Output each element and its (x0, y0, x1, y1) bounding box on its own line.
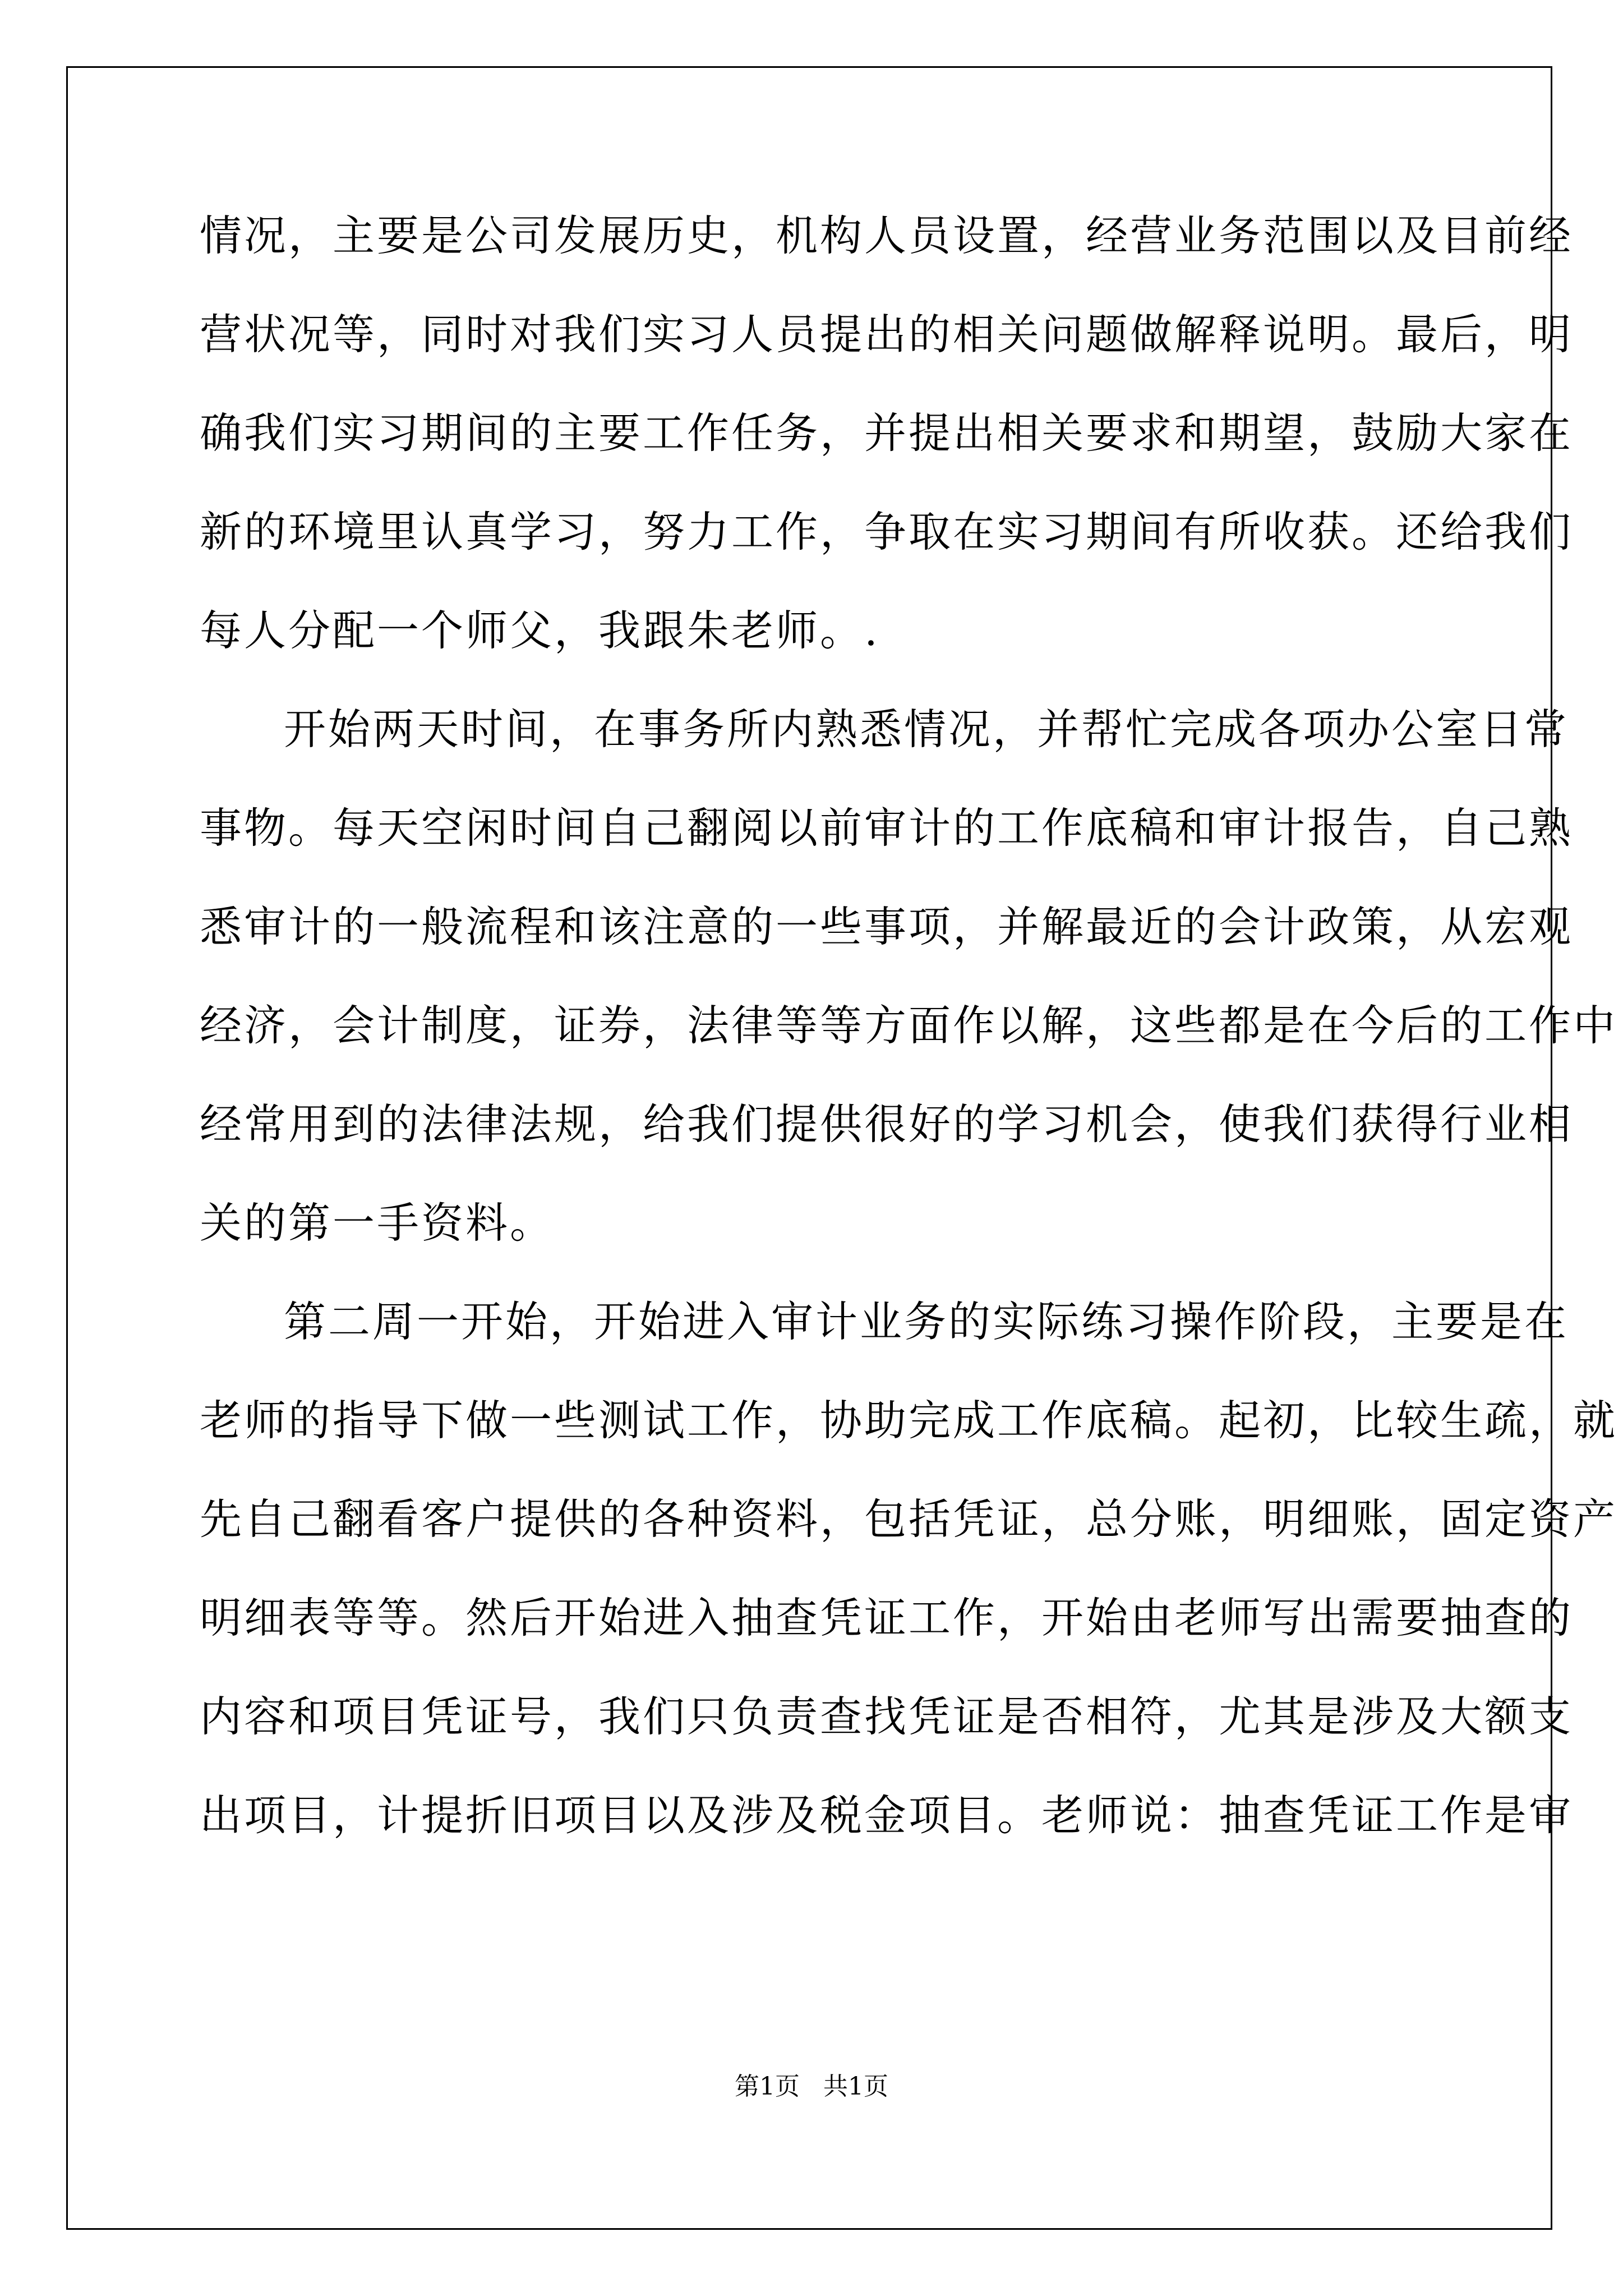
text-line: 新的环境里认真学习，努力工作，争取在实习期间有所收获。还给我们 (200, 507, 1574, 556)
text-line: 悉审计的一般流程和该注意的一些事项，并解最近的会计政策，从宏观 (200, 902, 1574, 951)
text-line: 明细表等等。然后开始进入抽查凭证工作，开始由老师写出需要抽查的 (200, 1593, 1574, 1642)
text-line: 先自己翻看客户提供的各种资料，包括凭证，总分账，明细账，固定资产 (200, 1494, 1618, 1544)
text-line: 经济，会计制度，证券，法律等等方面作以解，这些都是在今后的工作中 (200, 1001, 1618, 1050)
paragraph-start-line: 开始两天时间，在事务所内熟悉情况，并帮忙完成各项办公室日常 (284, 705, 1569, 754)
text-line: 关的第一手资料。 (200, 1198, 555, 1248)
text-line: 经常用到的法律法规，给我们提供很好的学习机会，使我们获得行业相 (200, 1099, 1574, 1149)
paragraph-start-line: 第二周一开始，开始进入审计业务的实际练习操作阶段，主要是在 (284, 1297, 1569, 1346)
text-line: 确我们实习期间的主要工作任务，并提出相关要求和期望，鼓励大家在 (200, 408, 1574, 458)
text-line: 内容和项目凭证号，我们只负责查找凭证是否相符，尤其是涉及大额支 (200, 1692, 1574, 1741)
page-footer: 第1页 共1页 (735, 2072, 888, 2101)
text-line: 事物。每天空闲时间自己翻阅以前审计的工作底稿和审计报告，自己熟 (200, 803, 1574, 853)
text-line: 情况，主要是公司发展历史，机构人员设置，经营业务范围以及目前经 (200, 211, 1574, 260)
text-line: 每人分配一个师父，我跟朱老师。. (200, 606, 880, 655)
text-line: 出项目，计提折旧项目以及涉及税金项目。老师说：抽查凭证工作是审 (200, 1791, 1574, 1840)
text-line: 老师的指导下做一些测试工作，协助完成工作底稿。起初，比较生疏，就 (200, 1396, 1618, 1445)
text-line: 营状况等，同时对我们实习人员提出的相关问题做解释说明。最后，明 (200, 310, 1574, 359)
